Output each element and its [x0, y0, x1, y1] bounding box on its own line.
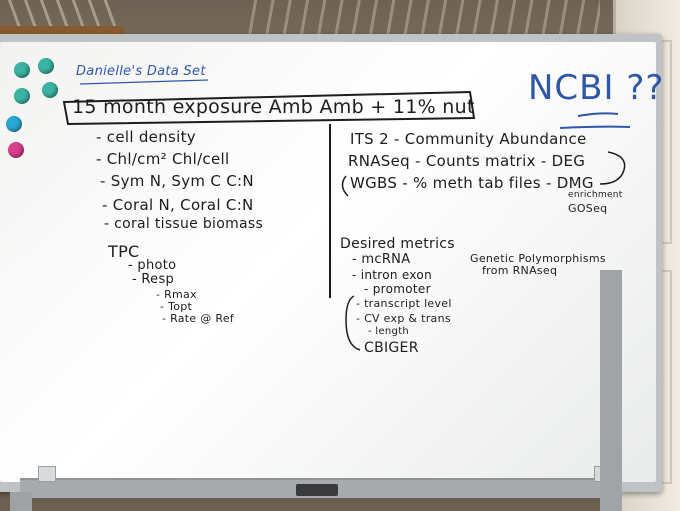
ncbi-note: NCBI ??: [528, 68, 665, 108]
wgbs-bracket: [342, 176, 348, 196]
side-note-goseq: GOSeq: [568, 202, 608, 215]
metrics-bracket: [346, 296, 360, 350]
ncbi-underline: [560, 113, 630, 128]
stand-leg-right: [600, 270, 622, 511]
polymorphism-note-2: from RNAseq: [482, 264, 558, 277]
left-item-2: - Chl/cm² Chl/cell: [96, 150, 230, 168]
tpc-label: TPC: [108, 242, 140, 261]
exposure-header: 15 month exposure Amb Amb + 11% nut: [72, 96, 475, 118]
title-underline: [80, 80, 208, 84]
tpc-sub-3: - Rate @ Ref: [162, 312, 235, 325]
left-item-4: - Coral N, Coral C:N: [102, 196, 254, 214]
deg-dmg-bracket: [600, 152, 625, 184]
header-box: [64, 92, 474, 124]
eraser: [296, 484, 338, 496]
right-row-its2: ITS 2 - Community Abundance: [350, 130, 587, 148]
left-item-1: - cell density: [96, 128, 196, 146]
bracket-item-1: - transcript level: [356, 297, 452, 310]
tpc-item-1: - photo: [128, 258, 177, 273]
bracket-label: CBIGER: [364, 340, 419, 356]
left-item-3: - Sym N, Sym C C:N: [100, 172, 254, 190]
desired-item-3: - promoter: [364, 282, 431, 296]
right-row-rnaseq: RNASeq - Counts matrix - DEG: [348, 152, 586, 170]
desired-item-2: - intron exon: [352, 268, 432, 282]
desired-label: Desired metrics: [340, 236, 455, 252]
bracket-item-2: - CV exp & trans: [356, 312, 451, 325]
side-note-enrichment: enrichment: [568, 190, 623, 200]
board-title: Danielle's Data Set: [76, 64, 206, 79]
left-item-5: - coral tissue biomass: [104, 216, 264, 232]
right-row-wgbs: WGBS - % meth tab files - DMG: [350, 174, 594, 192]
stand-leg-left: [10, 492, 32, 511]
tpc-sub-2: - Topt: [160, 300, 193, 313]
frame-clip-left: [38, 466, 56, 482]
bracket-item-3: - length: [368, 326, 410, 337]
desired-item-1: - mcRNA: [352, 252, 411, 267]
tpc-sub-1: - Rmax: [156, 288, 197, 301]
polymorphism-note-1: Genetic Polymorphisms: [470, 252, 606, 265]
tpc-item-2: - Resp: [132, 272, 175, 287]
